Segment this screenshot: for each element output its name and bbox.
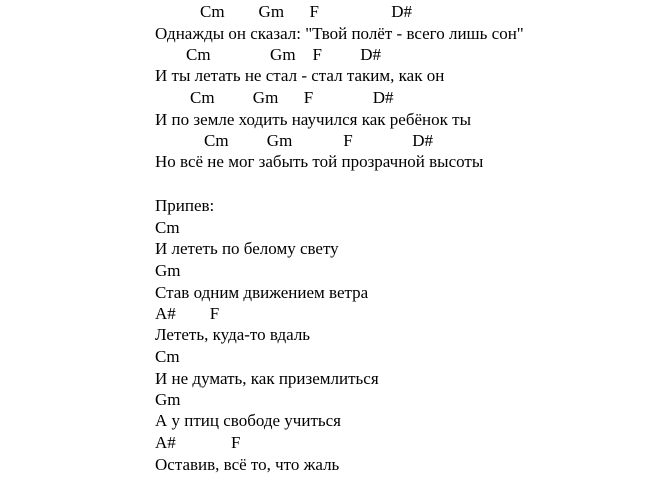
chorus-lyric-line-3: Лететь, куда-то вдаль <box>155 325 311 344</box>
verse-chords-line-4: Cm Gm F D# <box>204 131 434 150</box>
chorus-lyric-line-1: И лететь по белому свету <box>155 239 339 258</box>
chorus-chords-line-5: Gm <box>155 390 181 409</box>
verse-chords-line-1: Cm Gm F D# <box>200 2 413 21</box>
chorus-lyric-line-4: И не думать, как приземлиться <box>155 369 379 388</box>
chorus-lyric-line-2: Став одним движением ветра <box>155 283 369 302</box>
chorus-chords-line-4: Cm <box>155 347 180 366</box>
chorus-chords-line-2: Gm <box>155 261 181 280</box>
verse-lyric-line-3: И по земле ходить научился как ребёнок ты <box>155 110 471 129</box>
verse-lyric-line-4: Но всё не мог забыть той прозрачной высоты <box>155 152 484 171</box>
chorus-chords-line-3: A# F <box>155 304 220 323</box>
verse-lyric-line-2: И ты летать не стал - стал таким, как он <box>155 66 445 85</box>
chorus-chords-line-1: Cm <box>155 218 180 237</box>
chorus-lyric-line-5: А у птиц свободе учиться <box>155 411 342 430</box>
chorus-chords-line-6: A# F <box>155 433 241 452</box>
verse-lyric-line-1: Однажды он сказал: "Твой полёт - всего лишь сон" <box>155 24 524 43</box>
verse-chords-line-3: Cm Gm F D# <box>190 88 394 107</box>
chorus-lyric-line-6: Оставив, всё то, что жаль <box>155 455 340 474</box>
verse-chords-line-2: Cm Gm F D# <box>186 45 382 64</box>
chorus-heading: Припев: <box>155 196 215 215</box>
